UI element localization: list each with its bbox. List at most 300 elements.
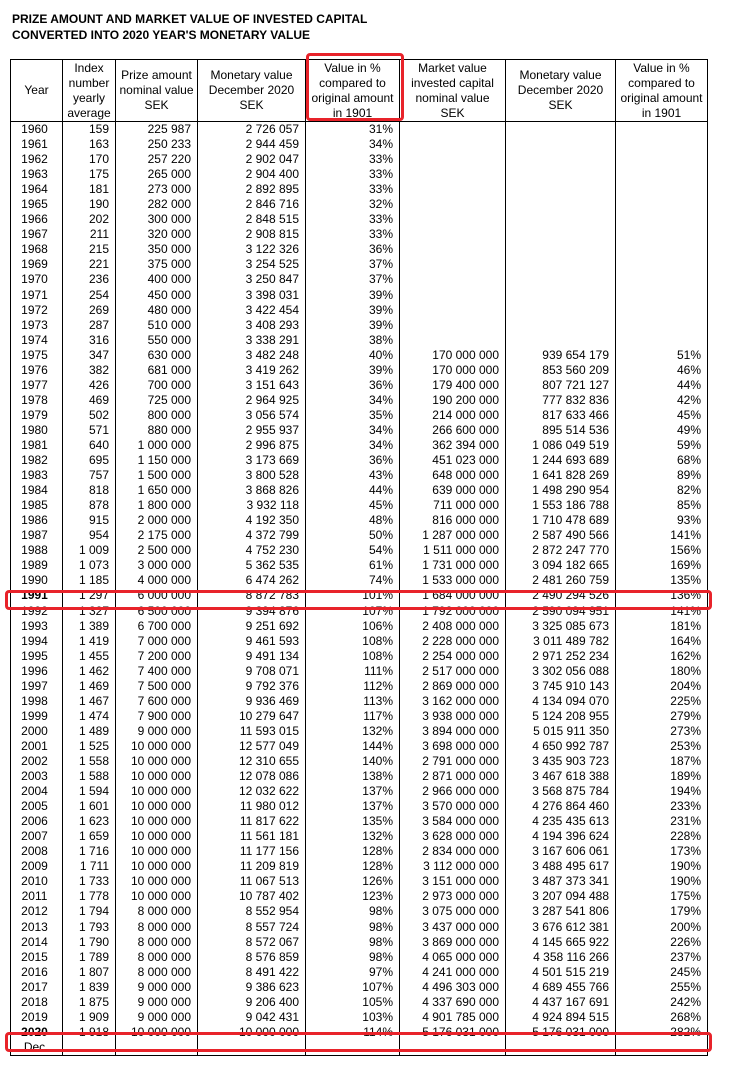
table-cell: 9 000 000 xyxy=(116,995,198,1010)
table-cell: 181% xyxy=(616,619,708,634)
table-cell: 1997 xyxy=(11,679,63,694)
table-cell: 1974 xyxy=(11,333,63,348)
table-cell: 10 000 000 xyxy=(116,874,198,889)
table-row xyxy=(11,859,708,874)
table-cell: 257 220 xyxy=(116,152,198,167)
table-cell: 2019 xyxy=(11,1010,63,1025)
table-cell: 136% xyxy=(616,588,708,603)
table-cell: 7 000 000 xyxy=(116,634,198,649)
table-cell: 895 514 536 xyxy=(506,423,616,438)
table-cell: 1966 xyxy=(11,212,63,227)
table-cell: 8 000 000 xyxy=(116,919,198,934)
table-cell: 1 462 xyxy=(63,664,116,679)
table-cell: 2011 xyxy=(11,889,63,904)
table-cell: 2013 xyxy=(11,919,63,934)
table-cell: 1989 xyxy=(11,558,63,573)
table-cell: 1963 xyxy=(11,167,63,182)
table-cell: 44% xyxy=(306,483,400,498)
table-cell: 1 733 xyxy=(63,874,116,889)
table-cell: 2 587 490 566 xyxy=(506,528,616,543)
table-cell: 2001 xyxy=(11,739,63,754)
column-header-line: in 1901 xyxy=(641,105,682,120)
table-cell: 250 233 xyxy=(116,137,198,152)
table-cell: 10 000 000 xyxy=(116,739,198,754)
table-cell: 2 254 000 000 xyxy=(400,649,506,664)
table-cell: 3 408 293 xyxy=(198,318,306,333)
table-cell: 111% xyxy=(306,664,400,679)
table-row xyxy=(11,378,708,393)
column-header-line: December 2020 xyxy=(517,83,604,97)
table-cell: 1998 xyxy=(11,694,63,709)
title-line-2: CONVERTED INTO 2020 YEAR'S MONETARY VALUE xyxy=(12,28,311,42)
table-cell: 194% xyxy=(616,784,708,799)
column-header-line: average xyxy=(67,105,111,120)
table-cell: 3 868 826 xyxy=(198,483,306,498)
table-cell xyxy=(400,303,506,318)
table-cell: 1990 xyxy=(11,573,63,588)
table-cell xyxy=(506,182,616,197)
table-cell xyxy=(400,318,506,333)
table-cell: 2018 xyxy=(11,995,63,1010)
table-cell: 2 973 000 000 xyxy=(400,889,506,904)
table-cell: 4 000 000 xyxy=(116,573,198,588)
table-cell: 3 011 489 782 xyxy=(506,634,616,649)
table-cell: 1972 xyxy=(11,303,63,318)
table-cell: 49% xyxy=(616,423,708,438)
table-cell: 1 794 xyxy=(63,904,116,919)
table-cell xyxy=(506,152,616,167)
table-cell: 211 xyxy=(63,227,116,242)
table-row xyxy=(11,814,708,829)
table-cell: 8 491 422 xyxy=(198,965,306,980)
table-cell: 59% xyxy=(616,438,708,453)
table-row xyxy=(11,122,708,138)
table-cell: 1 389 xyxy=(63,619,116,634)
table-row xyxy=(11,874,708,889)
table-cell: 347 xyxy=(63,348,116,363)
table-cell: 105% xyxy=(306,995,400,1010)
table-cell: 2 590 094 951 xyxy=(506,604,616,619)
table-cell: 225 987 xyxy=(116,122,198,138)
table-row xyxy=(11,844,708,859)
table-cell: 3 745 910 143 xyxy=(506,679,616,694)
table-cell: 45% xyxy=(616,408,708,423)
table-cell: 181 xyxy=(63,182,116,197)
table-cell: 2000 xyxy=(11,724,63,739)
table-cell: 12 310 655 xyxy=(198,754,306,769)
table-row xyxy=(11,709,708,724)
table-cell: 190 xyxy=(63,197,116,212)
table-cell: 11 067 513 xyxy=(198,874,306,889)
table-row xyxy=(11,483,708,498)
table-cell: 1969 xyxy=(11,257,63,272)
table-cell: 1996 xyxy=(11,664,63,679)
column-header xyxy=(616,60,708,122)
table-cell: 93% xyxy=(616,513,708,528)
table-cell: 816 000 000 xyxy=(400,513,506,528)
table-cell: 1964 xyxy=(11,182,63,197)
table-row xyxy=(11,919,708,934)
table-cell: 282% xyxy=(616,1025,708,1040)
column-header-line: December 2020 xyxy=(208,83,295,97)
table-cell xyxy=(506,1040,616,1056)
table-cell xyxy=(400,272,506,287)
table-cell: 242% xyxy=(616,995,708,1010)
table-cell xyxy=(616,242,708,257)
table-body xyxy=(11,122,708,1056)
table-cell xyxy=(616,288,708,303)
table-cell: 3 112 000 000 xyxy=(400,859,506,874)
table-cell: 190% xyxy=(616,874,708,889)
table-cell: 108% xyxy=(306,649,400,664)
table-row xyxy=(11,1010,708,1025)
table-cell: Dec xyxy=(11,1040,63,1056)
table-cell: 9 000 000 xyxy=(116,724,198,739)
table-cell: 3 570 000 000 xyxy=(400,799,506,814)
table-cell: 2004 xyxy=(11,784,63,799)
table-cell: 10 000 000 xyxy=(116,754,198,769)
column-header-line: SEK xyxy=(239,98,264,112)
table-cell: 2 904 400 xyxy=(198,167,306,182)
column-header xyxy=(198,60,306,122)
table-cell: 117% xyxy=(306,709,400,724)
table-cell: 170 000 000 xyxy=(400,363,506,378)
table-cell: 1 623 xyxy=(63,814,116,829)
table-cell: 107% xyxy=(306,604,400,619)
table-row xyxy=(11,272,708,287)
table-cell: 98% xyxy=(306,919,400,934)
table-cell: 9 461 593 xyxy=(198,634,306,649)
table-cell: 2 228 000 000 xyxy=(400,634,506,649)
table-cell: 190 200 000 xyxy=(400,393,506,408)
table-cell: 3 167 606 061 xyxy=(506,844,616,859)
table-cell: 10 000 000 xyxy=(116,844,198,859)
table-row xyxy=(11,288,708,303)
column-header xyxy=(63,60,116,122)
table-cell: 1 792 000 000 xyxy=(400,604,506,619)
table-cell: 2 726 057 xyxy=(198,122,306,138)
table-cell: 9 000 000 xyxy=(116,980,198,995)
table-cell: 2 517 000 000 xyxy=(400,664,506,679)
table-cell: 3 488 495 617 xyxy=(506,859,616,874)
table-cell: 128% xyxy=(306,859,400,874)
table-cell: 9 792 376 xyxy=(198,679,306,694)
table-cell: 2014 xyxy=(11,935,63,950)
table-cell: 2 966 000 000 xyxy=(400,784,506,799)
table-cell: 98% xyxy=(306,904,400,919)
table-cell: 9 042 431 xyxy=(198,1010,306,1025)
table-row xyxy=(11,182,708,197)
table-cell: 3 894 000 000 xyxy=(400,724,506,739)
table-row xyxy=(11,528,708,543)
table-cell xyxy=(616,167,708,182)
table-cell: 33% xyxy=(306,212,400,227)
table-cell: 1965 xyxy=(11,197,63,212)
table-cell: 8 872 783 xyxy=(198,588,306,603)
table-cell: 300 000 xyxy=(116,212,198,227)
table-cell: 4 358 116 266 xyxy=(506,950,616,965)
table-cell: 1 710 478 689 xyxy=(506,513,616,528)
table-cell: 4 924 894 515 xyxy=(506,1010,616,1025)
table-cell: 510 000 xyxy=(116,318,198,333)
table-cell: 85% xyxy=(616,498,708,513)
table-cell: 7 900 000 xyxy=(116,709,198,724)
table-cell: 287 xyxy=(63,318,116,333)
table-cell: 2 481 260 759 xyxy=(506,573,616,588)
table-cell: 3 467 618 388 xyxy=(506,769,616,784)
table-cell: 68% xyxy=(616,453,708,468)
table-cell: 1 244 693 689 xyxy=(506,453,616,468)
table-cell: 648 000 000 xyxy=(400,468,506,483)
table-row xyxy=(11,543,708,558)
table-cell: 1 711 xyxy=(63,859,116,874)
table-cell: 6 000 000 xyxy=(116,588,198,603)
table-cell: 1 297 xyxy=(63,588,116,603)
column-header-line: original amount xyxy=(311,90,394,105)
table-cell: 954 xyxy=(63,528,116,543)
table-cell: 51% xyxy=(616,348,708,363)
table-cell: 4 501 515 219 xyxy=(506,965,616,980)
table-row xyxy=(11,438,708,453)
table-cell: 1 588 xyxy=(63,769,116,784)
table-row xyxy=(11,1025,708,1040)
table-cell: 3 287 541 806 xyxy=(506,904,616,919)
table-row xyxy=(11,423,708,438)
table-row xyxy=(11,408,708,423)
table-cell: 2 490 294 526 xyxy=(506,588,616,603)
table-cell: 502 xyxy=(63,408,116,423)
table-cell: 179% xyxy=(616,904,708,919)
table-cell: 9 708 071 xyxy=(198,664,306,679)
column-header-line: Market value xyxy=(418,60,487,75)
table-cell: 2020 xyxy=(11,1025,63,1040)
table-cell: 141% xyxy=(616,604,708,619)
table-cell: 140% xyxy=(306,754,400,769)
table-row xyxy=(11,784,708,799)
table-cell: 4 235 435 613 xyxy=(506,814,616,829)
table-cell: 11 561 181 xyxy=(198,829,306,844)
table-cell: 2 791 000 000 xyxy=(400,754,506,769)
table-cell: 33% xyxy=(306,227,400,242)
table-cell: 1991 xyxy=(11,588,63,603)
table-cell: 6 474 262 xyxy=(198,573,306,588)
table-cell: 6 500 000 xyxy=(116,604,198,619)
table-cell: 10 000 000 xyxy=(116,799,198,814)
table-cell xyxy=(400,227,506,242)
table-cell: 400 000 xyxy=(116,272,198,287)
table-cell: 2006 xyxy=(11,814,63,829)
table-row xyxy=(11,588,708,603)
table-cell: 35% xyxy=(306,408,400,423)
table-cell: 915 xyxy=(63,513,116,528)
table-cell: 939 654 179 xyxy=(506,348,616,363)
table-cell: 9 206 400 xyxy=(198,995,306,1010)
table-cell: 54% xyxy=(306,543,400,558)
table-cell: 3 250 847 xyxy=(198,272,306,287)
table-cell: 3 254 525 xyxy=(198,257,306,272)
table-cell: 8 000 000 xyxy=(116,965,198,980)
table-cell: 1 086 049 519 xyxy=(506,438,616,453)
table-cell: 1 875 xyxy=(63,995,116,1010)
table-cell: 46% xyxy=(616,363,708,378)
table-row xyxy=(11,769,708,784)
table-cell: 7 400 000 xyxy=(116,664,198,679)
table-cell: 1983 xyxy=(11,468,63,483)
table-cell: 1992 xyxy=(11,604,63,619)
column-header-line: in 1901 xyxy=(332,105,373,120)
table-cell xyxy=(63,1040,116,1056)
table-cell xyxy=(400,167,506,182)
table-cell: 1 467 xyxy=(63,694,116,709)
document-title xyxy=(12,11,367,43)
table-cell: 8 000 000 xyxy=(116,935,198,950)
table-cell: 2005 xyxy=(11,799,63,814)
table-cell xyxy=(400,197,506,212)
table-cell: 45% xyxy=(306,498,400,513)
table-cell: 11 980 012 xyxy=(198,799,306,814)
table-cell: 640 xyxy=(63,438,116,453)
table-cell: 2002 xyxy=(11,754,63,769)
table-cell: 2 871 000 000 xyxy=(400,769,506,784)
table-cell: 2010 xyxy=(11,874,63,889)
column-header xyxy=(116,60,198,122)
table-cell: 132% xyxy=(306,829,400,844)
table-row xyxy=(11,829,708,844)
table-cell: 245% xyxy=(616,965,708,980)
table-row xyxy=(11,468,708,483)
table-cell: 1 419 xyxy=(63,634,116,649)
column-header-line: original amount xyxy=(620,90,703,105)
table-cell xyxy=(400,333,506,348)
table-row xyxy=(11,227,708,242)
table-row xyxy=(11,799,708,814)
table-cell: 163 xyxy=(63,137,116,152)
table-cell: 5 124 208 955 xyxy=(506,709,616,724)
table-cell: 11 209 819 xyxy=(198,859,306,874)
table-cell: 3 162 000 000 xyxy=(400,694,506,709)
table-cell: 550 000 xyxy=(116,333,198,348)
column-header-line: compared to xyxy=(319,75,386,90)
table-cell: 1982 xyxy=(11,453,63,468)
table-cell: 3 938 000 000 xyxy=(400,709,506,724)
table-cell: 3 056 574 xyxy=(198,408,306,423)
table-cell xyxy=(400,242,506,257)
table-cell: 1 601 xyxy=(63,799,116,814)
table-row xyxy=(11,889,708,904)
table-cell: 254 xyxy=(63,288,116,303)
table-cell: 202 xyxy=(63,212,116,227)
table-cell xyxy=(506,167,616,182)
table-row xyxy=(11,950,708,965)
table-cell: 1994 xyxy=(11,634,63,649)
table-cell: 180% xyxy=(616,664,708,679)
table-cell: 3 869 000 000 xyxy=(400,935,506,950)
table-cell: 175 xyxy=(63,167,116,182)
table-cell: 39% xyxy=(306,288,400,303)
table-row xyxy=(11,303,708,318)
table-cell: 255% xyxy=(616,980,708,995)
table-cell: 2012 xyxy=(11,904,63,919)
table-row xyxy=(11,197,708,212)
table-cell: 10 279 647 xyxy=(198,709,306,724)
table-cell: 226% xyxy=(616,935,708,950)
table-cell: 61% xyxy=(306,558,400,573)
table-cell xyxy=(400,288,506,303)
table-cell: 1 469 xyxy=(63,679,116,694)
table-cell: 98% xyxy=(306,935,400,950)
table-cell: 135% xyxy=(616,573,708,588)
table-cell: 817 633 466 xyxy=(506,408,616,423)
table-cell: 1 641 828 269 xyxy=(506,468,616,483)
table-cell: 107% xyxy=(306,980,400,995)
table-cell: 38% xyxy=(306,333,400,348)
table-cell: 2016 xyxy=(11,965,63,980)
table-cell: 273% xyxy=(616,724,708,739)
table-cell: 8 000 000 xyxy=(116,950,198,965)
table-row xyxy=(11,664,708,679)
table-cell: 126% xyxy=(306,874,400,889)
table-cell: 1 789 xyxy=(63,950,116,965)
table-cell xyxy=(616,333,708,348)
table-row xyxy=(11,242,708,257)
table-cell: 375 000 xyxy=(116,257,198,272)
table-cell: 6 700 000 xyxy=(116,619,198,634)
table-cell: 282 000 xyxy=(116,197,198,212)
table-cell: 1960 xyxy=(11,122,63,138)
table-cell: 1 650 000 xyxy=(116,483,198,498)
table-row xyxy=(11,498,708,513)
table-cell: 3 698 000 000 xyxy=(400,739,506,754)
table-row xyxy=(11,604,708,619)
table-row xyxy=(11,649,708,664)
table-cell: 1995 xyxy=(11,649,63,664)
table-cell: 48% xyxy=(306,513,400,528)
table-cell: 7 200 000 xyxy=(116,649,198,664)
table-cell: 1 525 xyxy=(63,739,116,754)
table-cell: 8 552 954 xyxy=(198,904,306,919)
table-row xyxy=(11,679,708,694)
table-cell: 128% xyxy=(306,844,400,859)
table-cell: 1 327 xyxy=(63,604,116,619)
table-cell: 2 846 716 xyxy=(198,197,306,212)
table-cell: 571 xyxy=(63,423,116,438)
table-cell: 2 869 000 000 xyxy=(400,679,506,694)
table-cell: 1999 xyxy=(11,709,63,724)
table-cell: 3 338 291 xyxy=(198,333,306,348)
table-cell: 880 000 xyxy=(116,423,198,438)
table-cell: 2008 xyxy=(11,844,63,859)
table-cell xyxy=(400,122,506,138)
table-cell: 4 752 230 xyxy=(198,543,306,558)
table-cell: 10 000 000 xyxy=(116,859,198,874)
table-cell xyxy=(506,288,616,303)
table-cell xyxy=(616,257,708,272)
table-cell: 4 276 864 460 xyxy=(506,799,616,814)
table-row xyxy=(11,754,708,769)
table-cell: 3 676 612 381 xyxy=(506,919,616,934)
column-header xyxy=(306,60,400,122)
table-cell: 350 000 xyxy=(116,242,198,257)
table-cell: 1 594 xyxy=(63,784,116,799)
table-cell xyxy=(506,333,616,348)
table-cell: 2015 xyxy=(11,950,63,965)
table-row xyxy=(11,558,708,573)
table-cell: 1 009 xyxy=(63,543,116,558)
table-cell: 5 176 031 000 xyxy=(400,1025,506,1040)
table-cell: 103% xyxy=(306,1010,400,1025)
table-cell: 1 778 xyxy=(63,889,116,904)
table-cell: 1985 xyxy=(11,498,63,513)
